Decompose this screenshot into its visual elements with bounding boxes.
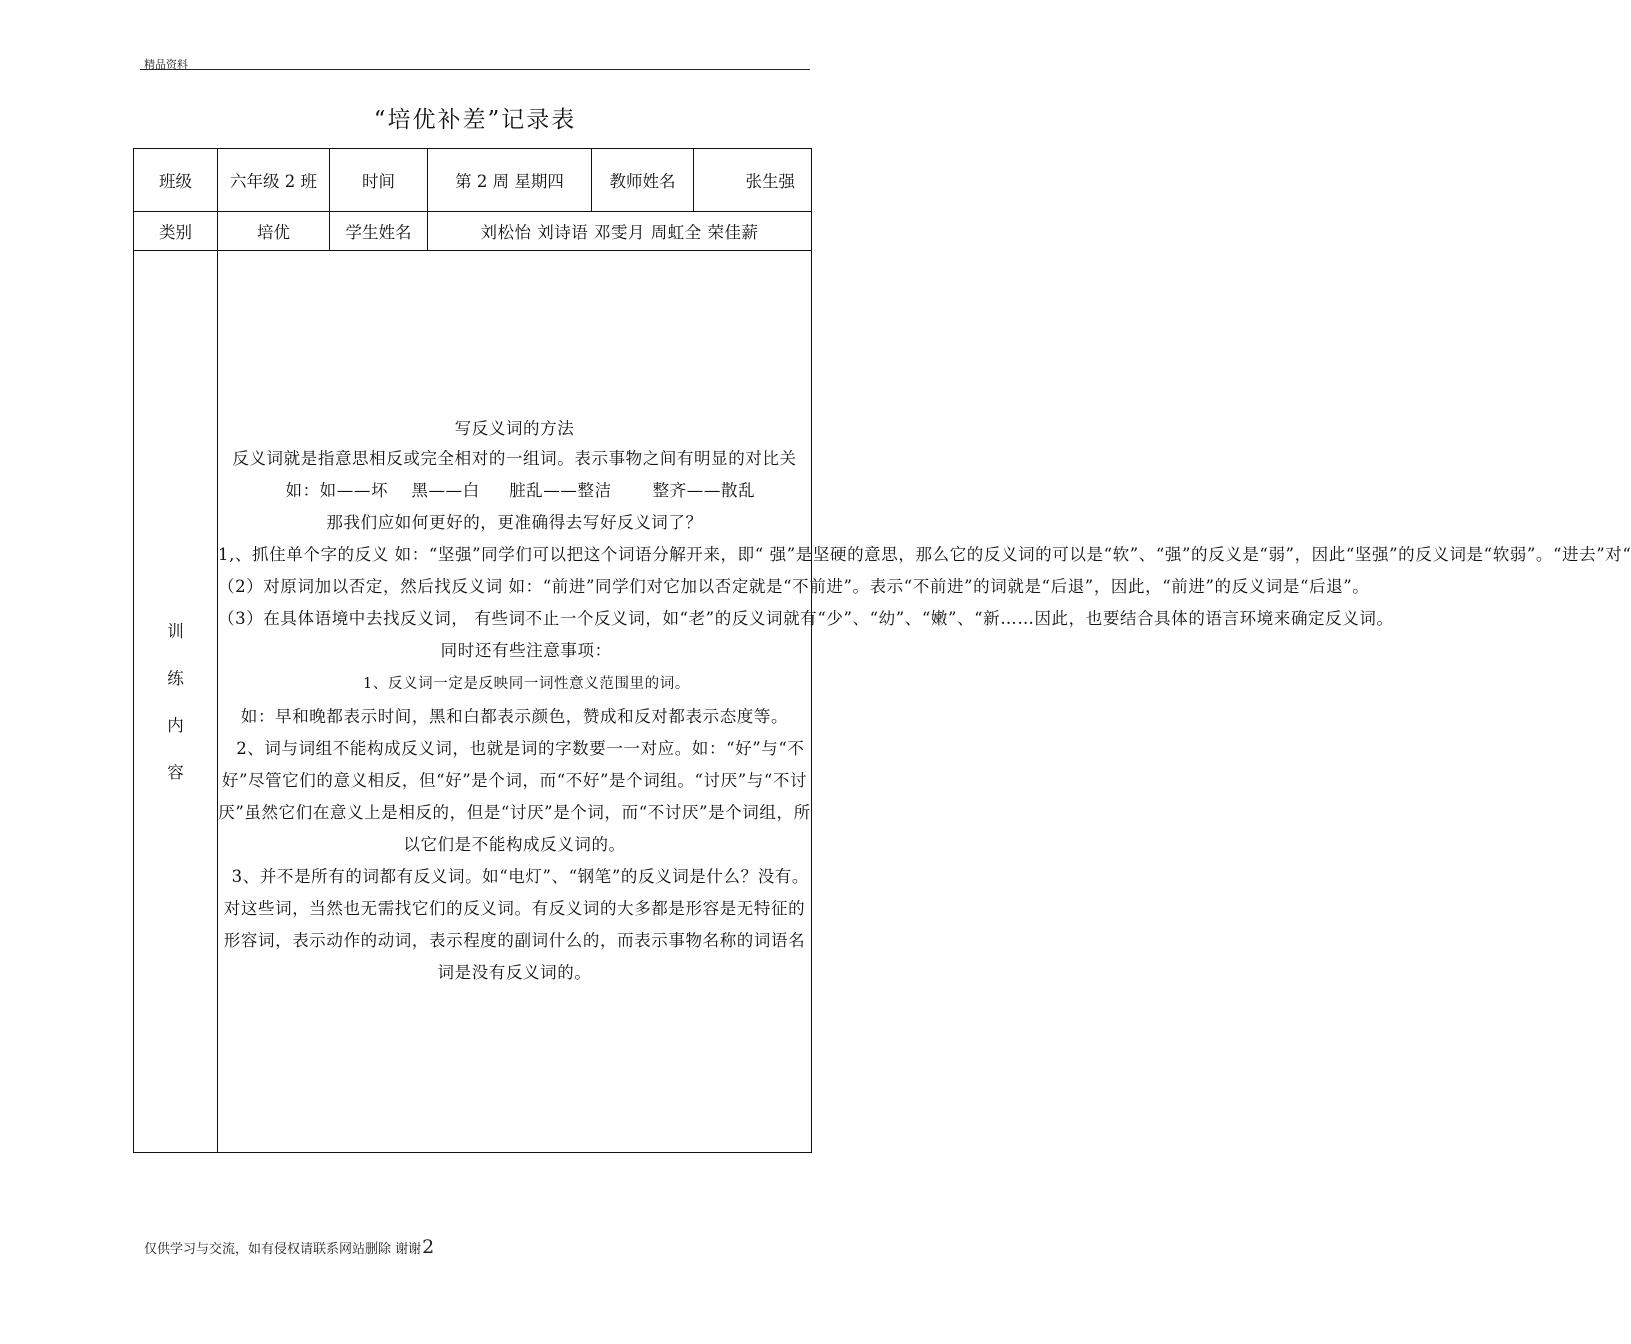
content-paragraph: 如：如——坏 黑——白 脏乱——整洁 整齐——散乱 bbox=[273, 480, 756, 500]
category-label: 类别 bbox=[134, 212, 218, 251]
document-title: “培优补差”记录表 bbox=[373, 107, 577, 133]
content-paragraph: 1,、抓住单个字的反义 如：“坚强”同学们可以把这个词语分解开来，即“ 强”是坚硬的意思，那么它的反义词的可以是“软”、“强”的反义是“弱”，因此“坚强”的反义词是“软弱”。“进去”对“ bbox=[218, 544, 1631, 564]
teacher-label: 教师姓名 bbox=[592, 149, 694, 212]
content-side-label bbox=[134, 251, 218, 1153]
time-label: 时间 bbox=[330, 149, 428, 212]
header-note: 精品资料 bbox=[144, 58, 188, 71]
content-paragraph: 那我们应如何更好的，更准确得去写好反义词了？ bbox=[326, 512, 703, 532]
table-row bbox=[134, 149, 812, 212]
table-row bbox=[134, 251, 812, 1153]
footer-note bbox=[144, 1236, 434, 1258]
students-value: 刘松怡 刘诗语 邓雯月 周虹全 荣佳薪 bbox=[428, 212, 812, 251]
footer-disclaimer: 仅供学习与交流，如有侵权请联系网站删除 谢谢 bbox=[144, 1242, 422, 1257]
category-value: 培优 bbox=[218, 212, 330, 251]
table-row bbox=[134, 212, 812, 251]
students-label: 学生姓名 bbox=[330, 212, 428, 251]
content-paragraph: 3、并不是所有的词都有反义词。如“电灯”、“钢笔”的反义词是什么？没有。对这些词，当然也无需找它们的反义词。有反义词的大多都是形容是无特征的形容词，表示动作的动词，表示程度的副词什么的，而表示事物名称的词语名词是没有反义词的。 bbox=[219, 866, 810, 982]
content-note: 1、反义词一定是反映同一词性意义范围里的词。 bbox=[363, 675, 690, 692]
content-paragraph: 反义词就是指意思相反或完全相对的一组词。表示事物之间有明显的对比关 bbox=[232, 448, 797, 468]
side-label-char: 练 bbox=[167, 668, 184, 688]
content-paragraph: 如：早和晚都表示时间，黑和白都表示颜色，赞成和反对都表示态度等。 bbox=[240, 706, 789, 726]
teacher-value: 张生强 bbox=[694, 149, 812, 212]
page-number: 2 bbox=[422, 1236, 435, 1258]
training-content bbox=[218, 251, 1631, 1153]
header-rule bbox=[140, 69, 810, 70]
record-table bbox=[133, 148, 1631, 1153]
time-value: 第 2 周 星期四 bbox=[428, 149, 592, 212]
side-label-char: 训 bbox=[167, 621, 184, 641]
content-paragraph: （3）在具体语境中去找反义词， 有些词不止一个反义词，如“老”的反义词就有“少”、“幼”、“嫩”、“新……因此，也要结合具体的语言环境来确定反义词。 bbox=[218, 608, 1394, 628]
class-value: 六年级 2 班 bbox=[218, 149, 330, 212]
side-label-char: 容 bbox=[167, 762, 184, 782]
content-title: 写反义词的方法 bbox=[454, 418, 575, 438]
side-label-char: 内 bbox=[167, 715, 184, 735]
content-paragraph: 同时还有些注意事项： bbox=[417, 640, 612, 660]
content-paragraph: 2、词与词组不能构成反义词，也就是词的字数要一一对应。如：“好”与“不好”尽管它们的意义相反，但“好”是个词，而“不好”是个词组。“讨厌”与“不讨厌”虽然它们在意义上是相反的，但是“讨厌”是个词，而“不讨厌”是个词组，所以它们是不能构成反义词的。 bbox=[218, 738, 811, 854]
class-label: 班级 bbox=[134, 149, 218, 212]
content-paragraph: （2）对原词加以否定，然后找反义词 如：“前进”同学们对它加以否定就是“不前进”。表示“不前进”的词就是“后退”，因此，“前进”的反义词是“后退”。 bbox=[218, 576, 1370, 596]
